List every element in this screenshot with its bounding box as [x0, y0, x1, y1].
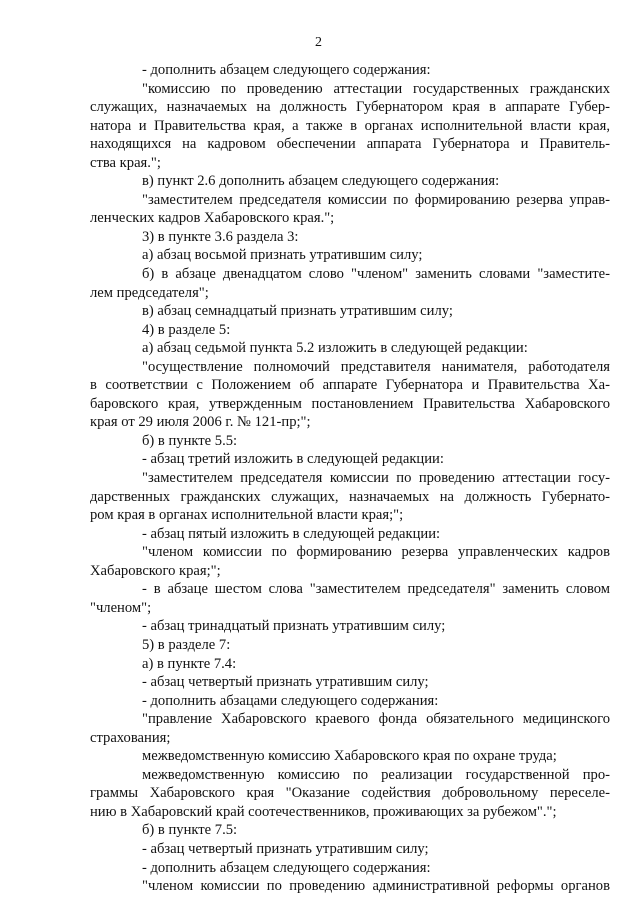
text-line: Хабаровского края;"; — [90, 562, 221, 579]
text-line: граммы Хабаровского края "Оказание содействия добровольному переселе- — [90, 785, 610, 802]
text-line: б) в абзаце двенадцатом слово "членом" заменить словами "заместите- — [142, 266, 610, 283]
page-number: 2 — [315, 35, 322, 50]
text-line: межведомственную комиссию Хабаровского края по охране труда; — [142, 748, 557, 765]
text-line: а) абзац восьмой признать утратившим силу; — [142, 247, 423, 264]
text-line: "комиссию по проведению аттестации государственных гражданских — [142, 80, 610, 97]
text-line: 3) в пункте 3.6 раздела 3: — [142, 228, 299, 245]
text-line: б) в пункте 5.5: — [142, 432, 238, 449]
text-line: - абзац пятый изложить в следующей редакции: — [142, 525, 441, 542]
text-line: служащих, назначаемых на должность Губернатором края в аппарате Губер- — [90, 99, 610, 116]
text-line: "заместителем председателя комиссии по проведению аттестации госу- — [142, 470, 610, 487]
text-line: - абзац тринадцатый признать утратившим силу; — [142, 618, 446, 635]
text-line: ства края."; — [90, 154, 161, 171]
text-line: находящихся на кадровом обеспечении аппарата Губернатора и Правитель- — [90, 136, 610, 153]
text-line: межведомственную комиссию по реализации государственной про- — [142, 766, 610, 783]
text-line: а) в пункте 7.4: — [142, 655, 237, 672]
text-line: "правление Хабаровского краевого фонда обязательного медицинского — [142, 711, 610, 728]
text-line: - в абзаце шестом слова "заместителем председателя" заменить словом — [142, 581, 610, 598]
text-line: б) в пункте 7.5: — [142, 822, 238, 839]
text-line: "членом комиссии по формированию резерва управленческих кадров — [142, 544, 610, 561]
text-line: в) пункт 2.6 дополнить абзацем следующего содержания: — [142, 173, 500, 190]
text-line: дарственных гражданских служащих, назначаемых на должность Губернато- — [90, 488, 610, 505]
text-line: 4) в разделе 5: — [142, 321, 231, 338]
text-line: ром края в органах исполнительной власти края;"; — [90, 507, 404, 524]
text-line: - абзац четвертый признать утратившим силу; — [142, 840, 429, 857]
text-line: - дополнить абзацем следующего содержания: — [142, 62, 431, 78]
text-line: баровского края, утвержденным постановлением Правительства Хабаровского — [90, 395, 610, 412]
text-line: в соответствии с Положением об аппарате Губернатора и Правительства Ха- — [90, 377, 610, 394]
text-line: лем председателя"; — [90, 284, 209, 301]
text-line: - абзац четвертый признать утратившим силу; — [142, 674, 429, 691]
text-line: ленческих кадров Хабаровского края."; — [90, 210, 335, 227]
text-line: страхования; — [90, 729, 171, 746]
text-line: - дополнить абзацами следующего содержания: — [142, 692, 439, 709]
text-line: - абзац третий изложить в следующей редакции: — [142, 451, 444, 468]
text-line: - дополнить абзацем следующего содержания: — [142, 859, 431, 876]
text-line: края от 29 июля 2006 г. № 121-пр;"; — [90, 414, 311, 431]
text-line: а) абзац седьмой пункта 5.2 изложить в следующей редакции: — [142, 340, 528, 357]
text-line: в) абзац семнадцатый признать утратившим силу; — [142, 303, 453, 320]
text-line: натора и Правительства края, а также в органах исполнительной власти края, — [90, 117, 610, 134]
text-line: "членом"; — [90, 599, 152, 616]
text-line: нию в Хабаровский край соотечественников, проживающих за рубежом"."; — [90, 803, 557, 820]
text-line: "осуществление полномочий представителя нанимателя, работодателя — [142, 358, 610, 375]
text-line: "членом комиссии по проведению административной реформы органов — [142, 878, 610, 895]
text-line: "заместителем председателя комиссии по формированию резерва управ- — [142, 191, 610, 208]
document-body — [90, 61, 610, 896]
text-line: 5) в разделе 7: — [142, 636, 231, 653]
